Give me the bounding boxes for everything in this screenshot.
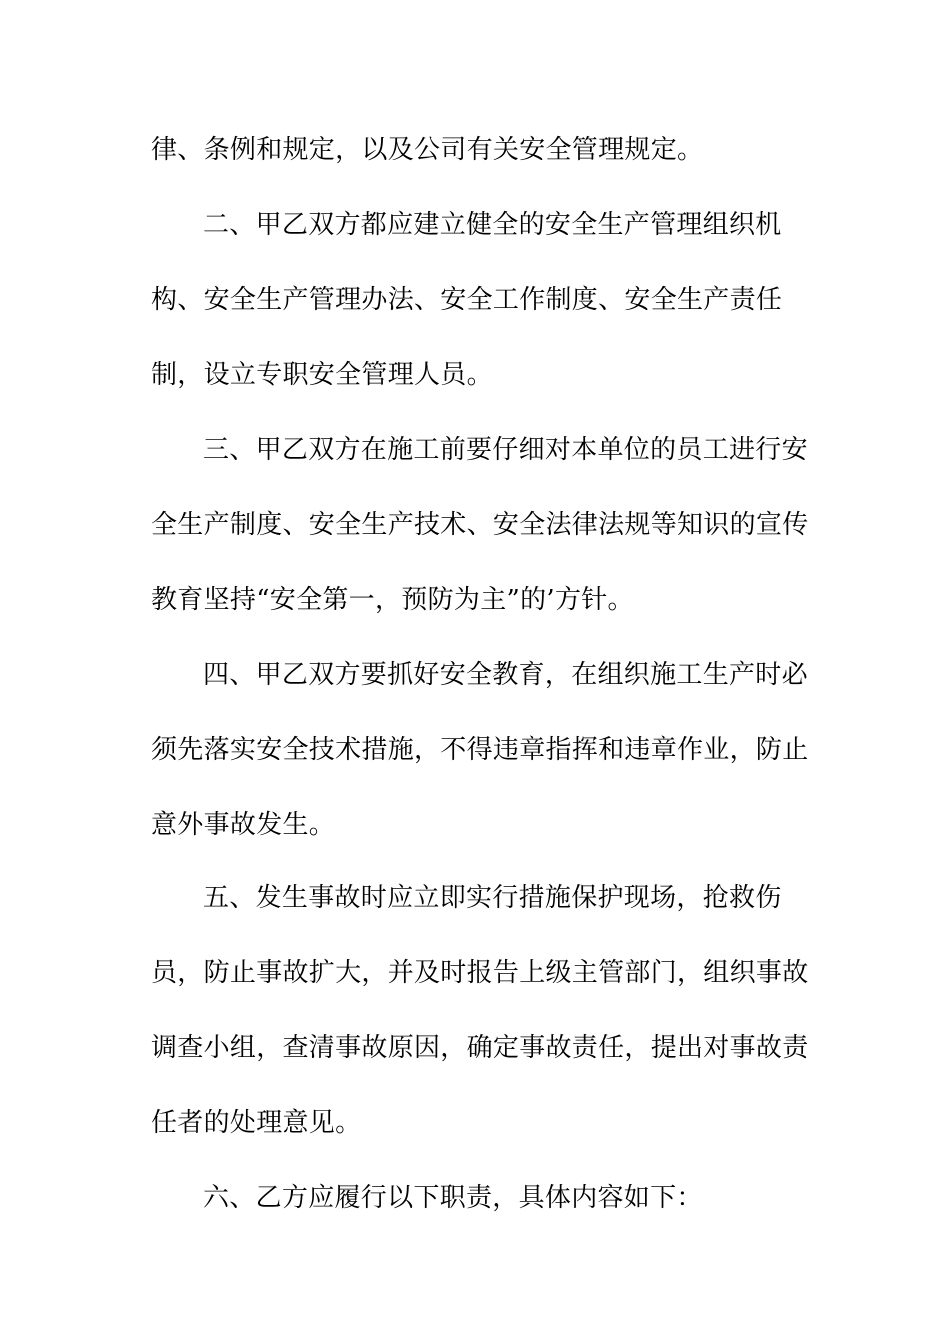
text-line: 须先落实安全技术措施，不得违章指挥和违章作业，防止 [151,735,809,765]
paragraph-6-line: 六、乙方应履行以下职责，具体内容如下： [203,1183,703,1213]
paragraph-4-line: 四、甲乙双方要抓好安全教育，在组织施工生产时必 [203,660,808,690]
text-line: 制，设立专职安全管理人员。 [151,360,493,390]
text-line: 调查小组，查清事故原因，确定事故责任，提出对事故责 [151,1033,809,1063]
paragraph-5-line: 五、发生事故时应立即实行措施保护现场，抢救伤 [203,883,782,913]
text-line: 律、条例和规定，以及公司有关安全管理规定。 [151,135,704,165]
text-line: 构、安全生产管理办法、安全工作制度、安全生产责任 [151,285,783,315]
paragraph-2-line: 二、甲乙双方都应建立健全的安全生产管理组织机 [203,210,782,240]
text-line: 全生产制度、安全生产技术、安全法律法规等知识的宣传 [151,510,809,540]
text-line: 意外事故发生。 [151,810,336,840]
text-line: 任者的处理意见。 [151,1108,362,1138]
paragraph-3-line: 三、甲乙双方在施工前要仔细对本单位的员工进行安 [203,435,808,465]
text-line: 教育坚持“安全第一，预防为主”的’方针。 [151,585,634,615]
text-line: 员，防止事故扩大，并及时报告上级主管部门，组织事故 [151,958,809,988]
